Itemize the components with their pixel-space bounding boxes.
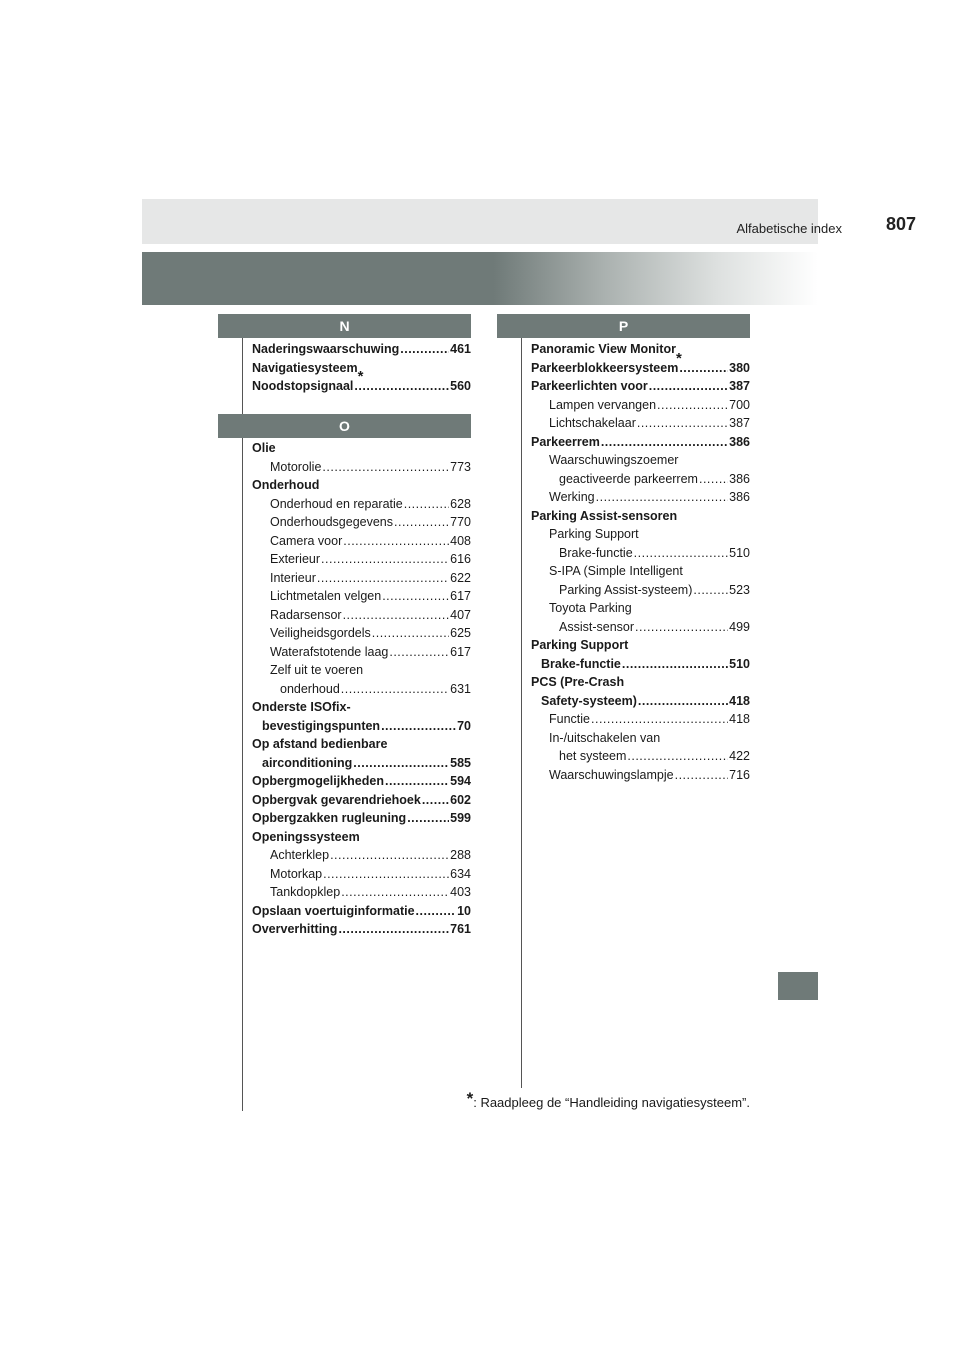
index-entry [531,729,750,748]
index-entry-term: Brake-functie [541,656,621,671]
index-entry [531,433,750,452]
dot-leader [693,581,728,600]
index-entry [531,359,750,378]
index-entry-term: airconditioning [262,755,353,770]
index-entry-term: Parking Support [549,527,639,541]
index-entry [252,846,471,865]
index-entry-term: Op afstand bedienbare [252,737,388,751]
index-entry-page: 761 [450,922,471,936]
index-entry-term: Interieur [270,570,316,585]
index-entry-term: Exterieur [270,552,321,566]
index-entry [531,581,750,600]
dot-leader [596,488,729,507]
index-entry [531,766,750,785]
dot-leader [338,920,449,939]
index-entry-page: 10 [457,903,471,918]
index-entry-term: Lichtschakelaar [549,416,636,430]
index-entry [531,692,750,711]
index-entry-page: 70 [457,718,471,733]
left-column-rule [242,336,243,1111]
index-entry [252,865,471,884]
index-entry [252,377,471,396]
index-list-p [531,340,750,784]
index-entry-page: 770 [450,515,471,529]
dot-leader [627,747,728,766]
page-number: 807 [885,214,916,234]
index-entry [252,661,471,680]
index-entry-term: Achterklep [270,848,330,862]
index-entry [252,624,471,643]
index-entry-term: PCS (Pre-Crash [531,675,625,689]
index-entry-term: Opbergvak gevarendriehoek [252,792,421,807]
index-entry-term: Onderste ISOfix- [252,700,351,714]
dot-leader [699,470,728,489]
index-entry-page: 407 [450,607,471,622]
index-entry [531,451,750,470]
index-entry [252,569,471,588]
index-entry-term: Parking Support [531,638,629,652]
index-entry-page: 617 [450,589,471,603]
dot-leader [330,846,449,865]
index-entry [252,883,471,902]
index-entry-term: Olie [252,441,276,455]
index-entry-page: 403 [450,885,471,899]
dot-leader [323,865,449,884]
dot-leader [381,717,456,736]
index-entry-page: 625 [450,626,471,640]
index-entry-term: Oververhitting [252,922,338,936]
dot-leader [657,396,728,415]
index-entry-term: Navigatiesysteem [252,360,358,375]
index-entry-page: 628 [450,496,471,511]
index-entry [252,550,471,569]
dot-leader [389,643,449,662]
index-entry-page: 418 [729,693,750,708]
index-entry-term: Lichtmetalen velgen [270,589,382,603]
dot-leader [354,377,449,396]
index-entry: Navigatiesysteem * [252,360,364,385]
index-entry-term: het systeem [559,749,627,763]
index-entry [252,920,471,939]
footnote-text: : Raadpleeg de “Handleiding navigatiesysteem”. [473,1095,750,1110]
index-entry [252,439,471,458]
index-entry-term: Functie [549,712,590,726]
index-entry-page: 408 [450,533,471,548]
index-entry-term: Waterafstotende laag [270,644,389,659]
dot-leader [649,377,728,396]
index-entry-page: 422 [729,749,750,763]
index-entry-page: 288 [450,848,471,862]
index-entry-page: 602 [450,792,471,807]
index-entry [252,754,471,773]
index-entry-page: 594 [450,774,471,788]
index-entry [531,525,750,544]
index-entry-page: 510 [729,656,750,671]
dot-leader [382,587,449,606]
right-column-rule [521,336,522,1088]
index-entry [531,562,750,581]
footnote-star: * [466,1089,474,1108]
index-entry-page: 461 [450,342,471,356]
index-list-o [252,439,471,939]
index-entry [252,828,471,847]
dot-leader [322,458,449,477]
index-entry [252,476,471,495]
index-entry-page: 599 [450,811,471,825]
index-entry-page: 617 [450,644,471,659]
index-entry [252,717,471,736]
index-entry-term: In-/uitschakelen van [549,730,661,745]
dot-leader [372,624,449,643]
dot-leader [622,655,728,674]
index-entry [531,710,750,729]
index-entry [252,340,471,359]
dot-leader [637,414,728,433]
index-entry-term: Motorkap [270,866,323,881]
index-entry-term: Onderhoud [252,478,320,492]
index-entry [531,599,750,618]
index-entry-page: 386 [729,490,750,504]
index-entry-term: Panoramic View Monitor [531,342,676,356]
dot-leader [422,791,449,810]
section-title: Alfabetische index [736,221,842,236]
index-entry [531,396,750,415]
index-entry-term: Parkeerblokkeersysteem [531,360,679,375]
dot-leader [635,618,728,637]
dot-leader [385,772,449,791]
section-header-o: O [218,414,471,438]
index-entry-page: 585 [450,755,471,770]
index-entry-page: 773 [450,459,471,474]
dot-leader [601,433,728,452]
section-header-n: N [218,314,471,338]
index-entry-term: Parkeerrem [531,434,600,449]
index-entry [252,495,471,514]
index-list-n [252,340,471,396]
footnote [467,1089,750,1110]
index-entry [531,655,750,674]
index-entry-term: Naderingswaarschuwing [252,342,400,356]
index-entry [252,698,471,717]
index-entry-page: 560 [450,379,471,393]
index-entry [531,377,750,396]
dot-leader [321,550,449,569]
dot-leader [675,766,729,785]
index-entry-term: Opbergzakken rugleuning [252,811,407,825]
dot-leader [353,754,449,773]
dot-leader [404,495,449,514]
index-entry-term: Lampen vervangen [549,397,657,412]
index-entry [252,643,471,662]
dot-leader [343,532,449,551]
index-entry-page: 634 [450,866,471,881]
index-entry [531,618,750,637]
dot-leader [317,569,449,588]
index-entry [531,470,750,489]
index-entry-term: Camera voor [270,533,343,548]
index-entry [252,513,471,532]
index-entry [252,735,471,754]
dot-leader [638,692,728,711]
index-entry-term: bevestigingspunten [262,718,381,733]
index-entry-term: Waarschuwingszoemer [549,453,679,467]
index-entry-page: 523 [729,582,750,597]
index-entry-page: 418 [729,712,750,726]
index-entry-page: 387 [729,416,750,430]
index-entry [252,606,471,625]
index-entry-page: 716 [729,767,750,782]
index-entry-term: Radarsensor [270,607,342,622]
index-entry-term: Noodstopsignaal [252,379,354,393]
index-entry [252,587,471,606]
section-header-p: P [497,314,750,338]
index-entry-term: Safety-systeem) [541,693,637,708]
dot-leader [394,513,449,532]
dot-leader [407,809,449,828]
dot-leader [679,359,728,378]
index-entry-term: Waarschuwingslampje [549,767,674,782]
index-entry [252,902,471,921]
index-entry-page: 510 [729,545,750,560]
index-entry [531,636,750,655]
index-entry-page: 631 [450,681,471,696]
index-entry-page: 387 [729,379,750,393]
index-entry-term: Parking Assist-sensoren [531,508,678,523]
dot-leader [634,544,728,563]
index-entry-term: S-IPA (Simple Intelligent [549,564,683,578]
index-entry-page: 622 [450,570,471,585]
index-entry [531,414,750,433]
index-entry-term: Werking [549,490,595,504]
index-entry [252,809,471,828]
index-entry [531,673,750,692]
index-entry [252,772,471,791]
index-entry [531,747,750,766]
decorative-gradient-band [142,252,818,305]
index-entry [252,458,471,477]
dot-leader [341,883,449,902]
index-entry-term: onderhoud [280,681,340,696]
index-entry-term: geactiveerde parkeerrem [559,471,698,486]
index-entry: Panoramic View Monitor * [531,342,682,367]
index-entry-term: Toyota Parking [549,601,632,615]
index-entry-term: Motorolie [270,459,322,474]
index-entry-term: Assist-sensor [559,619,635,634]
index-entry-term: Onderhoud en reparatie [270,496,403,511]
chapter-thumb-tab [778,972,818,1000]
dot-leader [416,902,457,921]
dot-leader [343,606,450,625]
index-entry-term: Zelf uit te voeren [270,663,364,677]
index-entry-page: 380 [729,360,750,375]
index-entry-page: 616 [450,552,471,566]
index-entry [531,488,750,507]
index-entry-page: 386 [729,434,750,449]
index-entry-page: 499 [729,619,750,634]
dot-leader [400,340,449,359]
header-bar [142,199,818,244]
index-entry-term: Openingssysteem [252,829,360,844]
index-entry-term: Brake-functie [559,545,633,560]
index-entry-term: Opslaan voertuiginformatie [252,903,415,918]
index-entry-term: Parkeerlichten voor [531,379,648,393]
index-entry [531,507,750,526]
index-entry-page: 700 [729,397,750,412]
index-entry-term: Opbergmogelijkheden [252,774,384,788]
index-entry [252,532,471,551]
dot-leader [341,680,449,699]
index-entry-term: Parking Assist-systeem) [559,582,693,597]
index-entry-page: 386 [729,471,750,486]
index-entry [252,680,471,699]
index-entry-term: Veiligheidsgordels [270,626,371,640]
index-entry-term: Onderhoudsgegevens [270,515,394,529]
index-entry [531,544,750,563]
dot-leader [591,710,728,729]
index-entry [252,791,471,810]
index-entry-term: Tankdopklep [270,885,341,899]
